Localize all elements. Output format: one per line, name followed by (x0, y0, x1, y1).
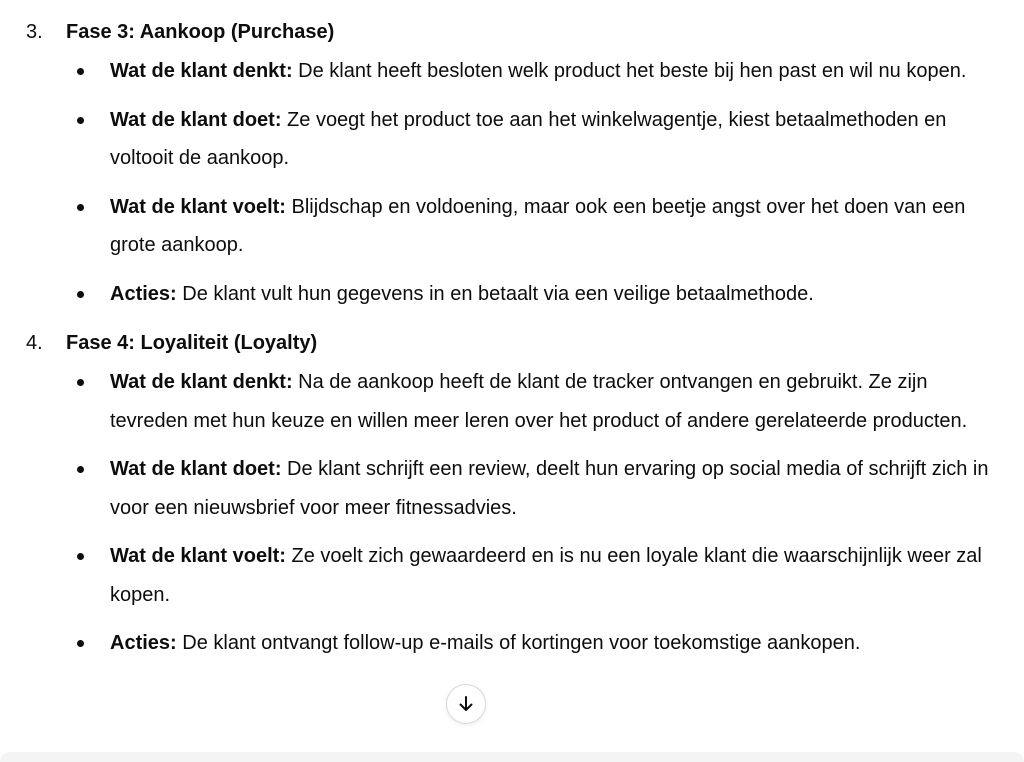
phase-number: 4. (26, 332, 43, 354)
bullet-dot (77, 553, 84, 560)
bullet-label: Acties: (110, 282, 177, 305)
list-item (0, 275, 1024, 314)
bullet-text: Ze voegt het product toe aan het winkelwagentje, kiest betaalmethoden en voltooit de aankoop. (110, 108, 947, 169)
bullet-text: Na de aankoop heeft de klant de tracker ontvangen en gebruikt. Ze zijn tevreden met hun keuze en willen meer leren over het product of andere gerelateerde producten. (110, 371, 968, 432)
scroll-to-bottom-button[interactable] (446, 684, 486, 724)
list-item (0, 101, 1024, 178)
bullet-dot (77, 379, 84, 386)
bullet-label: Wat de klant denkt: (110, 60, 293, 82)
bullet-dot (77, 68, 84, 75)
phase-title: Fase 3: Aankoop (Purchase) (66, 21, 335, 43)
list-item (0, 450, 1024, 527)
phase-section (0, 12, 1024, 313)
bullet-text: Blijdschap en voldoening, maar ook een beetje angst over het doen van een grote aankoop. (110, 195, 966, 256)
bullet-dot (77, 117, 84, 124)
list-item (0, 363, 1024, 440)
list-item (0, 624, 1024, 663)
bullet-label: Wat de klant voelt: (110, 195, 286, 218)
list-item (0, 52, 1024, 91)
arrow-down-icon (456, 694, 476, 714)
bullet-list (0, 52, 1024, 313)
bullet-text: Ze voelt zich gewaardeerd en is nu een loyale klant die waarschijnlijk weer zal kopen. (110, 545, 982, 606)
list-item (0, 537, 1024, 614)
bullet-label: Wat de klant voelt: (110, 545, 286, 567)
bullet-dot (77, 466, 84, 473)
list-item (0, 188, 1024, 265)
bullet-dot (77, 291, 84, 298)
message-composer[interactable] (0, 752, 1024, 762)
bullet-text: De klant ontvangt follow-up e-mails of kortingen voor toekomstige aankopen. (176, 632, 861, 654)
chat-message (0, 12, 1024, 673)
bullet-label: Wat de klant doet: (110, 108, 282, 131)
bullet-label: Acties: (110, 632, 177, 654)
phase-heading (0, 12, 1024, 52)
bullet-list (0, 363, 1024, 663)
bullet-dot (77, 640, 84, 647)
phase-section (0, 323, 1024, 663)
bullet-text: De klant schrijft een review, deelt hun ervaring op social media of schrijft zich in voor een nieuwsbrief voor meer fitnessadvies. (110, 458, 989, 519)
phase-title: Fase 4: Loyaliteit (Loyalty) (66, 332, 318, 354)
bullet-dot (77, 204, 84, 211)
bullet-label: Wat de klant denkt: (110, 371, 293, 393)
phase-number: 3. (26, 21, 43, 43)
bullet-text: De klant vult hun gegevens in en betaalt via een veilige betaalmethode. (176, 282, 814, 305)
phase-heading (0, 323, 1024, 363)
bullet-label: Wat de klant doet: (110, 458, 282, 480)
bullet-text: De klant heeft besloten welk product het beste bij hen past en wil nu kopen. (292, 60, 967, 82)
